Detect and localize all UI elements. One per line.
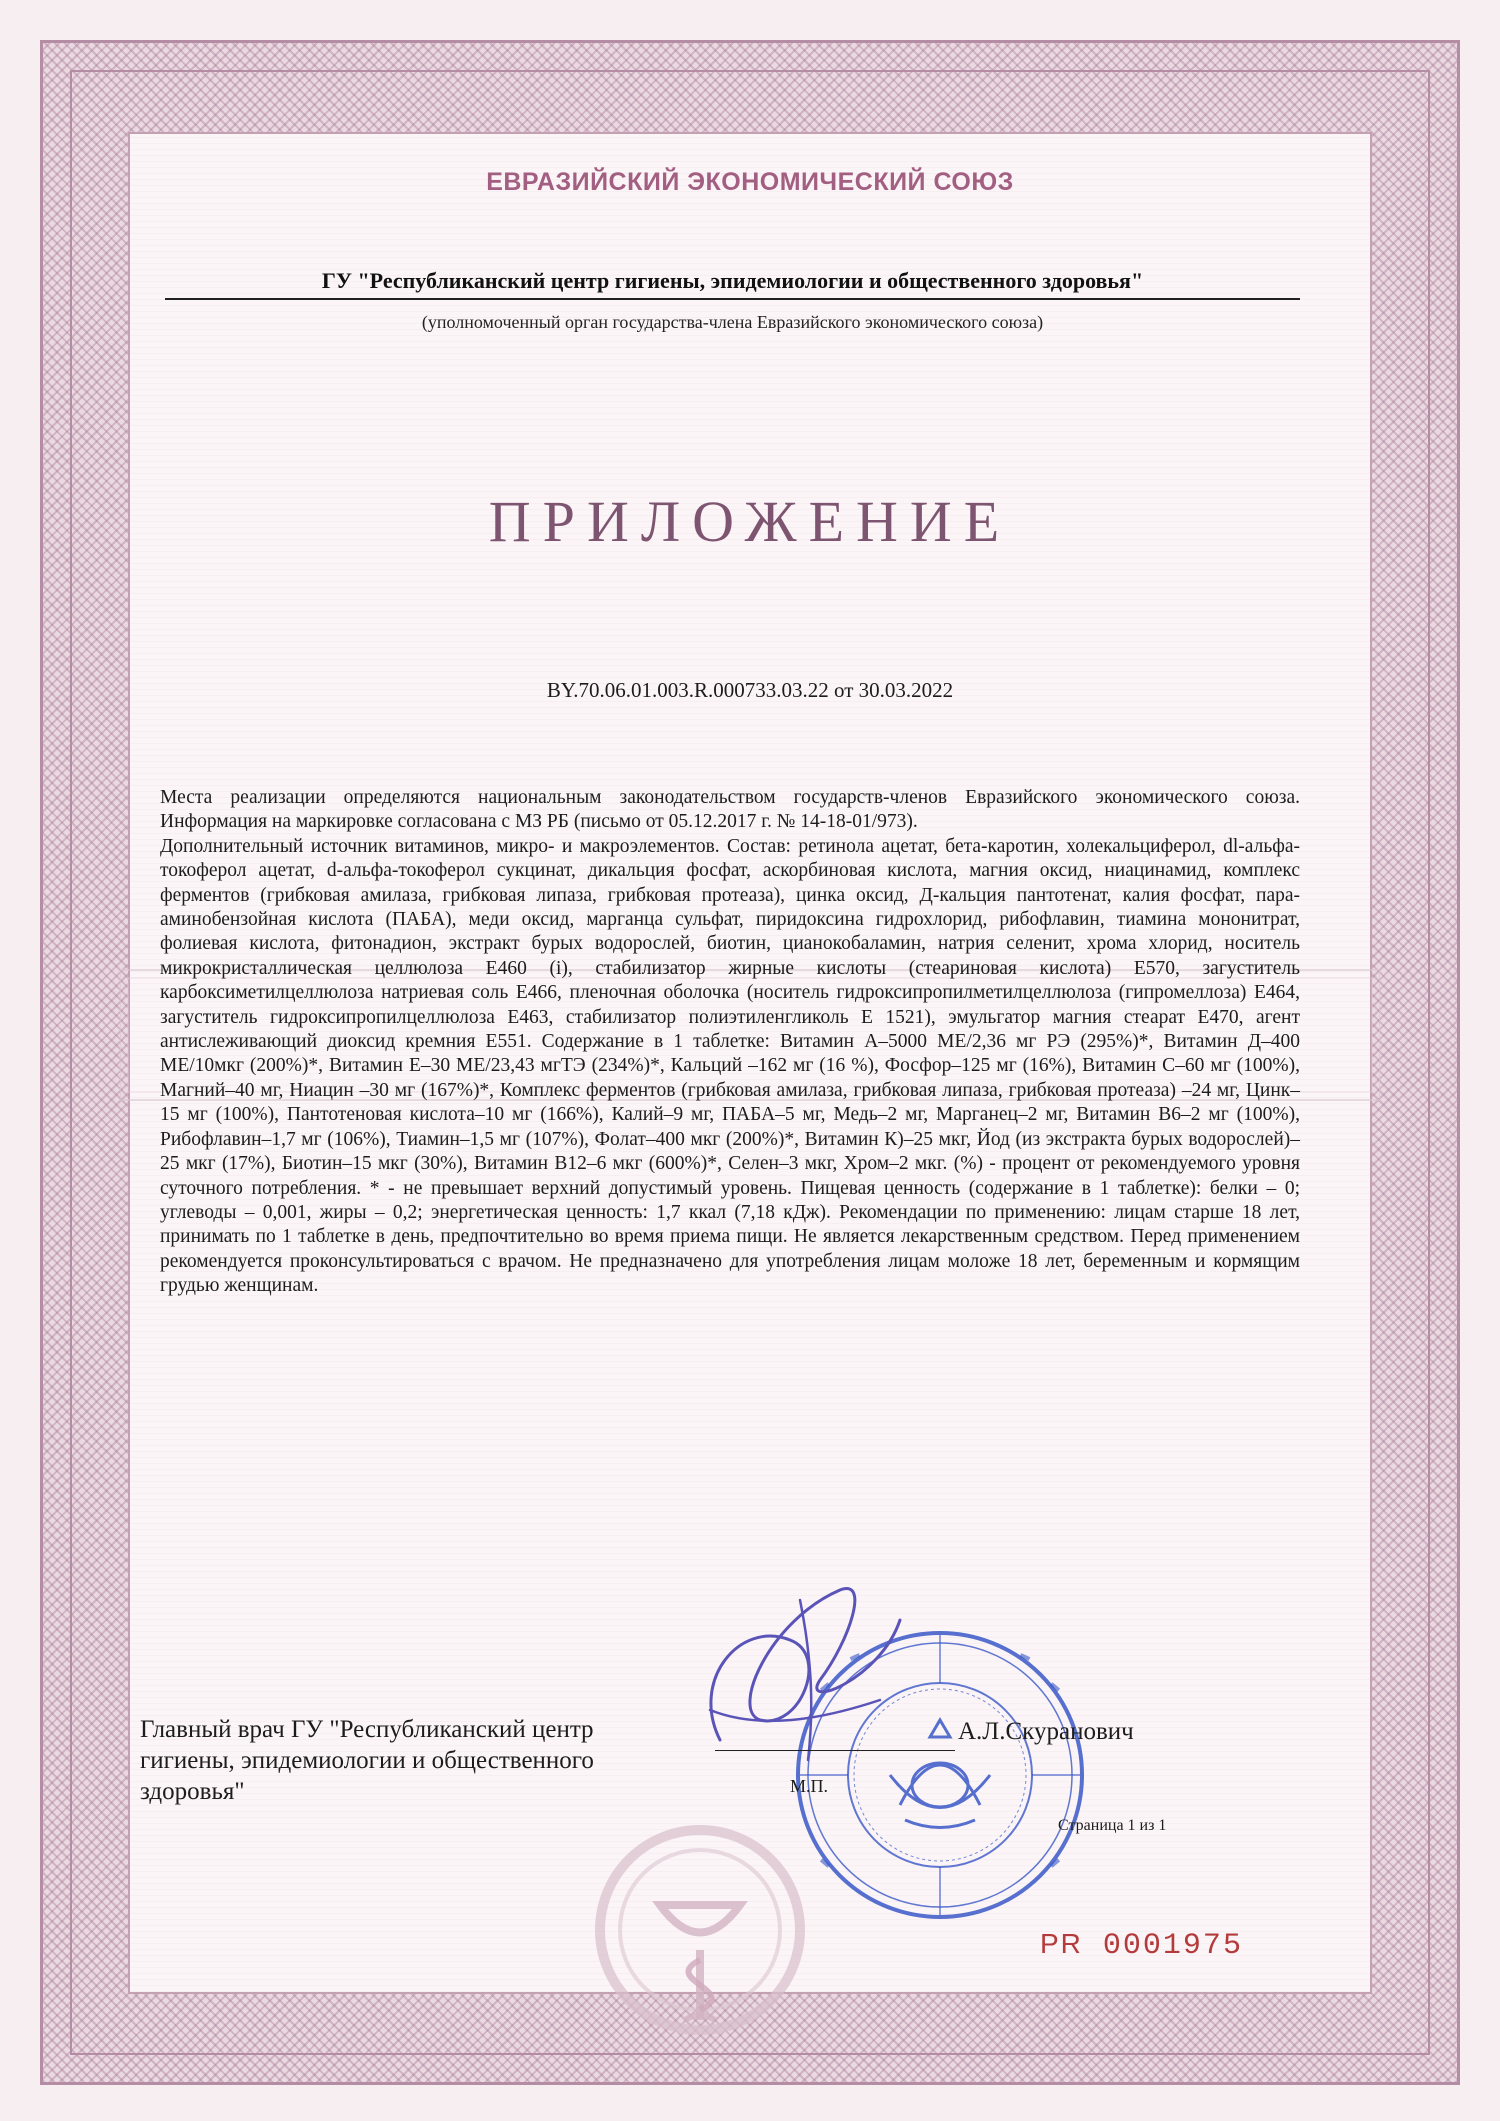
serial-number	[1040, 1928, 1243, 1963]
paragraph-composition: Дополнительный источник витаминов, микро- и макроэлементов. Состав: ретинола ацетат, бета-каротин, холекальциферол, dl-альфа-токоферол ацетат, d-альфа-токоферол сукцинат, дикальция фосфат, аскорбиновая кислота, магния оксид, ниацинамид, комплекс ферментов (грибковая амилаза, грибковая липаза, грибковая протеаза), цинка оксид, Д-кальция пантотенат, калия фосфат, пара-аминобензойная кислота (ПАБА), меди оксид, марганца сульфат, пиридоксина гидрохлорид, рибофлавин, тиамина мононитрат, фолиевая кислота, фитонадион, экстракт бурых водорослей, биотин, цианокобаламин, натрия селенит, хрома хлорид, носитель микрокристаллическая целлюлоза Е460 (i), стабилизатор жирные кислоты (стеариновая кислота) Е570, загуститель карбоксиметилцеллюлоза натриевая соль Е466, пленочная оболочка (носитель гидроксипропилметилцеллюлоза (гипромеллоза) Е464, загуститель гидроксипропилцеллюлоза Е463, стабилизатор полиэтиленгликоль Е 1521), эмульгатор магния стеарат Е470, агент антислеживающий диоксид кремния Е551. Содержание в 1 таблетке: Витамин А–5000 МЕ/2,36 мг РЭ (295%)*, Витамин Д–400 МЕ/10мкг (200%)*, Витамин Е–30 МЕ/23,43 мгТЭ (234%)*, Кальций –162 мг (16 %), Фосфор–125 мг (16%), Витамин С–60 мг (100%), Магний–40 мг, Ниацин –30 мг (167%)*, Комплекс ферментов (грибковая амилаза, грибковая липаза, грибковая протеаза) –24 мг, Цинк–15 мг (100%), Пантотеновая кислота–10 мг (166%), Калий–9 мг, ПАБА–5 мг, Медь–2 мг, Марганец–2 мг, Витамин В6–2 мг (100%), Рибофлавин–1,7 мг (106%), Тиамин–1,5 мг (107%), Фолат–400 мкг (200%)*, Витамин К)–25 мкг, Йод (из экстракта бурых водорослей)–25 мкг (17%), Биотин–15 мкг (30%), Витамин В12–6 мкг (600%)*, Селен–3 мкг, Хром–2 мкг. (%) - процент от рекомендуемого уровня суточного потребления. * - не превышает верхний допустимый уровень. Пищевая ценность (содержание в 1 таблетке): белки – 0; углеводы – 0,001, жиры – 0,2; энергетическая ценность: 1,7 ккал (7,18 кДж). Рекомендации по применению: лицам старше 18 лет, принимать по 1 таблетке в день, предпочтительно во время приема пищи. Не является лекарственным средством. Перед применением рекомендуется проконсультироваться с врачом. Не предназначено для употребления лицам моложе 18 лет, беременным и кормящим грудью женщинам.	[160, 835, 1300, 1297]
signer-title: Главный врач ГУ "Республиканский центр гигиены, эпидемиологии и общественного здоровья"	[140, 1716, 594, 1805]
hygieia-emblem-icon	[590, 1810, 810, 2050]
paragraph-sales: Места реализации определяются национальным законодательством государств-членов Евразийского экономического союза. Информация на маркировке согласована с МЗ РБ (письмо от 05.12.2017 г. № 14-18-01/973).	[160, 787, 1300, 833]
stamp-place-label: М.П.	[790, 1776, 829, 1796]
signer-name: А.Л.Скуранович	[958, 1718, 1134, 1745]
registration-number: BY.70.06.01.003.R.000733.03.22 от 30.03.2022	[546, 678, 954, 702]
page-number: Страница 1 из 1	[1058, 1817, 1167, 1834]
union-heading: ЕВРАЗИЙСКИЙ ЭКОНОМИЧЕСКИЙ СОЮЗ	[486, 168, 1014, 196]
handwritten-signature	[680, 1560, 920, 1780]
signature-line	[715, 1750, 955, 1751]
organization-name: ГУ "Республиканский центр гигиены, эпидемиологии и общественного здоровья"	[165, 268, 1300, 300]
body-text	[160, 786, 1300, 1299]
serial-prefix: PR	[1040, 1928, 1083, 1959]
document-title: ПРИЛОЖЕНИЕ	[488, 489, 1012, 554]
serial-digits: 0001975	[1102, 1929, 1243, 1963]
organization-note: (уполномоченный орган государства-члена Евразийского экономического союза)	[421, 312, 1044, 332]
